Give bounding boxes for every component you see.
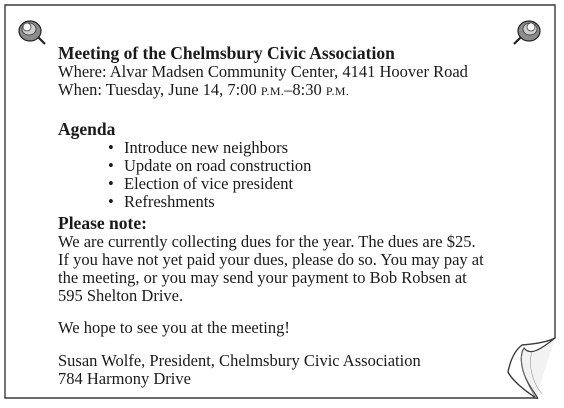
agenda-item-text: Election of vice president <box>124 174 294 193</box>
agenda-item <box>108 175 548 193</box>
bullet-icon: • <box>108 192 114 211</box>
meeting-pm-end: P.M. <box>325 84 350 98</box>
meeting-pm-start: P.M. <box>260 84 285 98</box>
meeting-title: Meeting of the Chelmsbury Civic Association <box>58 43 395 63</box>
signature-name: Susan Wolfe, President, Chelmsbury Civic Association <box>58 351 421 370</box>
agenda-item <box>108 157 548 175</box>
note-heading: Please note: <box>58 213 147 233</box>
meeting-date-start: When: Tuesday, June 14, 7:00 <box>58 80 261 99</box>
notice-content <box>58 44 548 388</box>
agenda-item-text: Introduce new neighbors <box>124 138 289 157</box>
meeting-end-time: –8:30 <box>284 80 326 99</box>
pushpin-icon <box>14 13 50 47</box>
note-line: If you have not yet paid your dues, please do so. You may pay at <box>58 250 484 269</box>
agenda-item <box>108 193 548 211</box>
agenda-item-text: Update on road construction <box>124 156 312 175</box>
agenda-item <box>108 139 548 157</box>
meeting-time <box>58 81 548 100</box>
note-line: We are currently collecting dues for the year. The dues are $25. <box>58 232 476 251</box>
agenda-list <box>108 139 548 211</box>
meeting-location: Where: Alvar Madsen Community Center, 4141 Hoover Road <box>58 62 468 81</box>
pushpin-icon <box>509 13 545 47</box>
bullet-icon: • <box>108 138 114 157</box>
bullet-icon: • <box>108 156 114 175</box>
closing-message: We hope to see you at the meeting! <box>58 318 290 337</box>
agenda-heading: Agenda <box>58 119 116 139</box>
agenda-item-text: Refreshments <box>124 192 215 211</box>
note-line: 595 Shelton Drive. <box>58 286 184 305</box>
note-line: the meeting, or you may send your payment to Bob Robsen at <box>58 268 467 287</box>
bullet-icon: • <box>108 174 114 193</box>
signature-address: 784 Harmony Drive <box>58 369 191 388</box>
